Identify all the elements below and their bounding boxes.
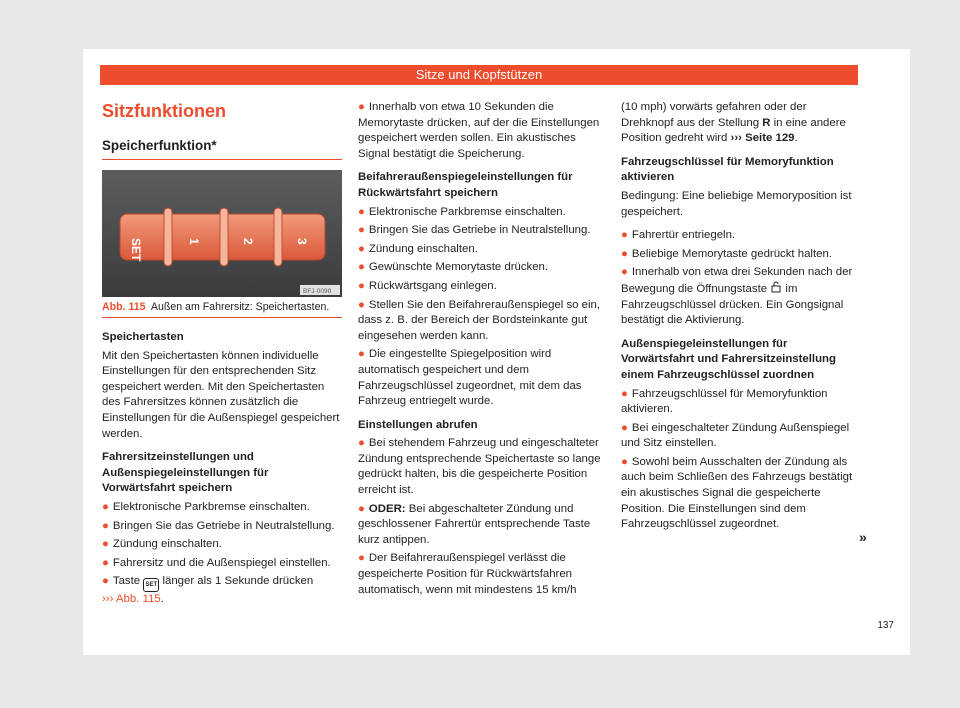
caption-label: Abb. 115 <box>102 301 146 313</box>
figure-code: BFJ-0090 <box>303 288 332 295</box>
memory-buttons-figure <box>102 170 342 297</box>
list-item: ● Innerhalb von etwa 10 Sekunden die Memorytaste drücken, auf der die Einstellungen gespeichert werden sollen. Ein akustisches Signal bestätigt die Speicherung. <box>358 101 600 160</box>
section-subtitle: Speicherfunktion* <box>102 138 342 160</box>
continued-marker: » <box>859 529 867 545</box>
set-key-icon: SET <box>143 578 159 592</box>
list-item: ● Fahrertür entriegeln. <box>621 229 736 242</box>
paragraph-continued: (10 mph) vorwärts gefahren oder der Drehknopf aus der Stellung R in eine andere Position gedreht wird ››› Seite 129. <box>621 101 846 145</box>
list-item: ● Elektronische Parkbremse einschalten. <box>358 205 566 218</box>
list-item: ● Bringen Sie das Getriebe in Neutralstellung. <box>102 519 335 532</box>
manual-page <box>83 49 910 655</box>
list-item: ● Zündung einschalten. <box>358 242 478 255</box>
list-item: ● Bei stehendem Fahrzeug und eingeschalteter Zündung entsprechende Speichertaste so lange gedrückt halten, bis die gespeicherte Position erreicht ist. <box>358 437 601 497</box>
list-item: ● Fahrzeugschlüssel für Memoryfunktion aktivieren. <box>621 387 828 416</box>
list-item: ● Die eingestellte Spiegelposition wird automatisch gespeichert und dem Fahrzeugschlüssel zugeordnet, mit dem das Fahrzeug entriegelt wurde. <box>358 348 582 408</box>
column-3 <box>621 100 859 536</box>
list-item: ● Elektronische Parkbremse einschalten. <box>102 500 310 513</box>
list-item: ● Beliebige Memorytaste gedrückt halten. <box>621 247 832 260</box>
set-button-label: SET <box>129 238 143 262</box>
heading-key-activate: Fahrzeugschlüssel für Memoryfunktion aktivieren <box>621 155 834 184</box>
list-item: ● Innerhalb von etwa drei Sekunden nach der Bewegung die Öffnungstaste im Fahrzeugschlüssel drücken. Ein Gongsignal bestätigt die Aktivierung. <box>621 266 853 327</box>
unlock-icon <box>770 281 782 293</box>
list-item: ● Der Beifahreraußenspiegel verlässt die gespeicherte Position für Rückwärtsfahren automatisch, wenn mit mindestens 15 km/h <box>358 552 577 596</box>
list-item: ● Taste SET länger als 1 Sekunde drücken ››› Abb. 115. <box>102 575 314 606</box>
heading-abrufen: Einstellungen abrufen <box>358 418 478 431</box>
memory-button-3-label: 3 <box>295 238 309 245</box>
paragraph-bedingung: Bedingung: Eine beliebige Memoryposition ist gespeichert. <box>621 189 852 218</box>
figure-reference: ››› Abb. 115 <box>102 593 161 606</box>
list-item: ● ODER: Bei abgeschalteter Zündung und geschlossener Fahrertür entsprechende Taste kurz antippen. <box>358 502 591 546</box>
heading-assign: Außenspiegeleinstellungen für Vorwärtsfahrt und Fahrersitzeinstellung einem Fahrzeugschlüssel zuordnen <box>621 337 836 381</box>
list-item: ● Stellen Sie den Beifahreraußenspiegel so ein, dass z. B. der Bereich der Bordsteinkante gut eingesehen werden kann. <box>358 298 601 342</box>
list-item: ● Zündung einschalten. <box>102 538 222 551</box>
page-reference: ››› Seite 129 <box>730 132 795 145</box>
memory-button-1-label: 1 <box>187 238 201 245</box>
column-1 <box>102 330 344 611</box>
list-item: ● Rückwärtsgang einlegen. <box>358 279 497 292</box>
list-item: ● Gewünschte Memorytaste drücken. <box>358 261 549 274</box>
list-item: ● Fahrersitz und die Außenspiegel einstellen. <box>102 556 331 569</box>
page-number: 137 <box>877 620 894 631</box>
heading-speichertasten: Speichertasten <box>102 331 184 343</box>
section-header: Sitze und Kopfstützen <box>100 65 858 85</box>
page-title: Sitzfunktionen <box>102 101 226 121</box>
caption-text: Außen am Fahrersitz: Speichertasten. <box>150 301 330 313</box>
memory-button-2-label: 2 <box>241 238 255 245</box>
list-item: ● Bei eingeschalteter Zündung Außenspiegel und Sitz einstellen. <box>621 421 850 450</box>
list-item: ● Sowohl beim Ausschalten der Zündung als auch beim Schließen des Fahrzeugs bestätigt ein akustisches Signal die gespeicherte Position. Die Einstellungen sind dem Fahrzeugschlüssel zugeordnet. <box>621 455 853 531</box>
figure-caption <box>102 300 342 318</box>
column-2 <box>358 100 602 601</box>
paragraph-speichertasten: Mit den Speichertasten können individuelle Einstellungen für den entsprechenden Sitz gespeichert werden. Mit den Speichertasten des Fahrersitzes können zusätzlich die Einstellungen für die Außenspiegel gespeichert werden. <box>102 349 340 440</box>
heading-save-forward: Fahrersitzeinstellungen und Außenspiegeleinstellungen für Vorwärtsfahrt speichern <box>102 451 269 495</box>
heading-beifahrer: Beifahreraußenspiegeleinstellungen für Rückwärtsfahrt speichern <box>358 171 573 199</box>
seat-memory-panel-illustration <box>102 170 342 297</box>
list-item: ● Bringen Sie das Getriebe in Neutralstellung. <box>358 224 591 237</box>
